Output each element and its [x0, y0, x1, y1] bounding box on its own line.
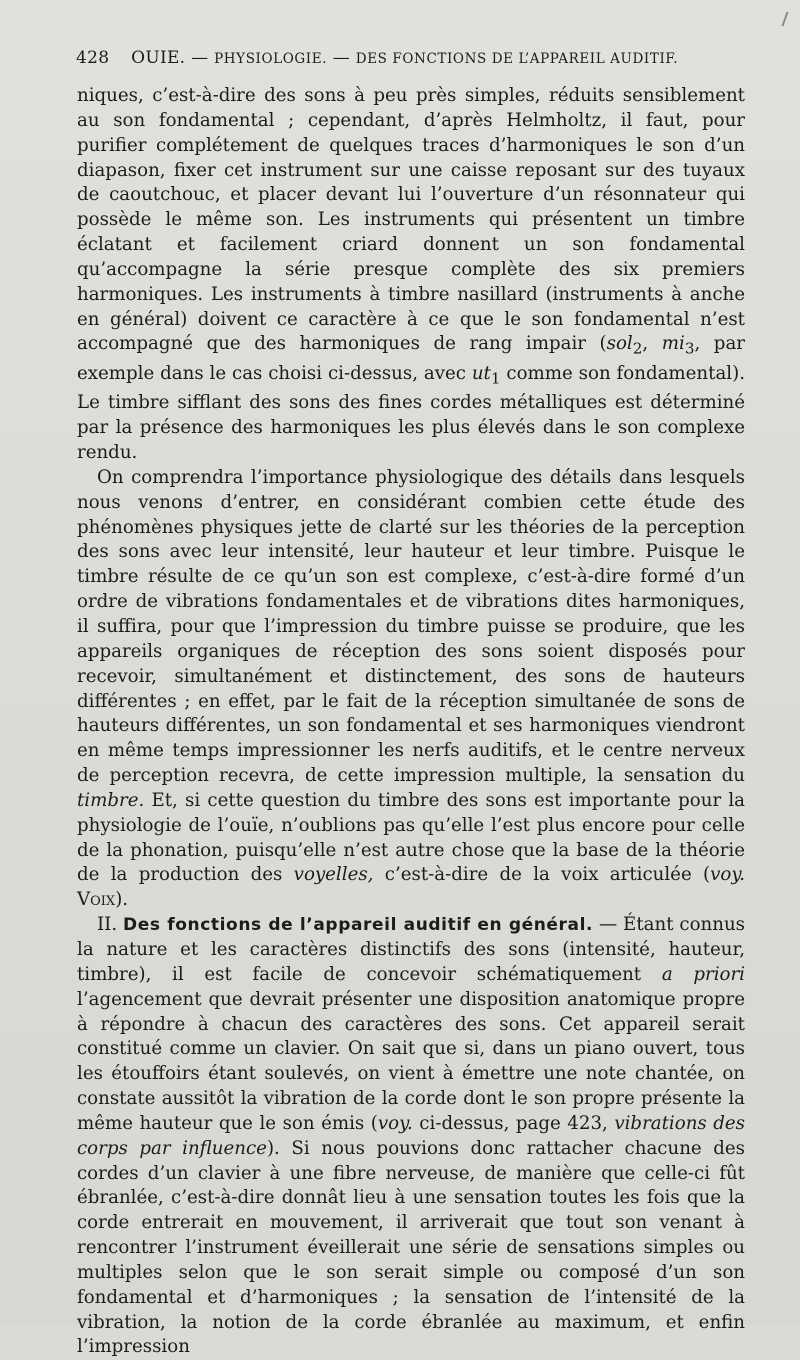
text-run: Et, si cette question du timbre des sons est importante pour la physiologie de l’ouïe, n’oublions pas qu’elle l’est plus encore pour celle de la phonation, puisqu’elle n’est autre chose que la base de la théorie de la production des [77, 789, 745, 886]
note-mi: mi [661, 333, 685, 355]
text-run: ci-dessus, page 423, [412, 1112, 615, 1134]
header-chapter: DES FONCTIONS DE L’APPAREIL AUDITIF. [355, 51, 679, 67]
text-run: l’agencement que devrait présenter une disposition anatomique propre à répondre à chacun des caractères des sons. Cet appareil serait constitué comme un clavier. On sait que si, dans un piano ouvert, tous les étouffoirs étant soulevés, on vient à émettre une note chantée, on constate aussitôt la vibration de la corde dont le son propre présente la même hauteur que le son émis ( [77, 988, 745, 1134]
running-header [76, 48, 756, 68]
header-subsection: PHYSIOLOGIE. [214, 51, 328, 67]
text-run: ). Si nous pouvions donc rattacher chacune des cordes d’un clavier à une fibre nerveuse, de manière que celle-ci fût ébranlée, c’est-à-dire donnât lieu à une sensation toutes les fois que la corde entrerait en mouvement, il arriverait que tout son venant à rencontrer l’instrument éveillerait une série de sensations simples ou multiples selon que le son serait simple ou composé d’un son fondamental et d’harmoniques ; la sensation de l’intensité de la vibration, la notion de la corde ébranlée au maximum, et enfin l’impression [77, 1137, 745, 1358]
paragraph-physiological-importance [77, 466, 745, 913]
margin-mark [773, 12, 788, 26]
text-run: niques, c’est-à-dire des sons à peu près simples, réduits sensiblement au son fondamental ; cependant, d’après Helmholtz, il faut, pour purifier complétement de quelques traces d’harmoniques le son d’un diapason, fixer cet instrument sur une caisse reposant sur des tuyaux de caoutchouc, et placer devant lui l’ouverture d’un résonnateur qui possède le même son. Les instruments qui présentent un timbre éclatant et facilement criard donnent un son fondamental qu’accompagne la série presque complète des six premiers harmoniques. Les instruments à timbre nasillard (instruments à anche en général) doivent ce caractère à ce que le son fondamental n’est accompagné que des harmoniques de rang impair ( [77, 85, 745, 355]
page-number: 428 [76, 48, 110, 68]
subscript: 1 [490, 369, 501, 388]
text-run: comme son fondamental). Le timbre sifflant des sons des fines cordes métalliques est déterminé par la présence des harmoniques les plus élevés dans le son complexe rendu. [77, 362, 745, 464]
cross-reference-voix: Voix [77, 889, 116, 911]
note-ut: ut [471, 362, 491, 384]
text-run: , [642, 333, 662, 355]
text-run: — Étant connus la nature et les caractères distinctifs des sons (intensité, hauteur, timbre), il est facile de concevoir schématiquement [77, 914, 745, 985]
note-sol: sol [606, 333, 633, 355]
emphasis-timbre: timbre. [77, 789, 145, 811]
text-run: c’est-à-dire de la voix articulée ( [373, 864, 711, 886]
header-section: OUIE. [131, 48, 186, 68]
page-body [77, 84, 745, 1360]
text-run: On comprendra l’importance physiologique des détails dans lesquels nous venons d’entrer, en considérant combien cette étude des phénomènes physiques jette de clarté sur les théories de la perception des sons avec leur intensité, leur hauteur et leur timbre. Puisque le timbre résulte de ce qu’un son est complexe, c’est-à-dire formé d’un ordre de vibrations fondamentales et de vibrations dites harmoniques, il suffira, pour que l’impression du timbre puisse se produire, que les appareils organiques de réception des sons soient disposés pour recevoir, simultanément et distinctement, des sons de hauteurs différentes ; en effet, par le fait de la réception simultanée de sons de hauteurs différentes, un son fondamental et ses harmoniques viendront en même temps impressionner les nerfs auditifs, et le centre nerveux de perception recevra, de cette impression multiple, la sensation du [77, 466, 745, 787]
text-run: , par exemple dans le cas choisi ci-dessus, avec [77, 333, 745, 384]
subscript: 2 [632, 340, 643, 359]
emphasis-vibrations: vibrations des corps par influence [77, 1112, 746, 1159]
emphasis-voyelles: voyelles, [293, 864, 374, 886]
paragraph-section-ii [77, 913, 745, 1360]
subscript: 3 [684, 340, 695, 359]
header-dash: — [191, 48, 209, 68]
paragraph-timbre-instruments [77, 84, 745, 466]
section-numeral: II. [97, 914, 118, 936]
text-run: ). [115, 889, 129, 911]
header-dash: — [332, 48, 351, 68]
section-heading: Des fonctions de l’appareil auditif en général. [123, 915, 594, 936]
emphasis-voy: voy. [710, 864, 745, 886]
emphasis-voy: voy. [377, 1112, 413, 1134]
emphasis-a-priori: a priori [661, 963, 745, 985]
